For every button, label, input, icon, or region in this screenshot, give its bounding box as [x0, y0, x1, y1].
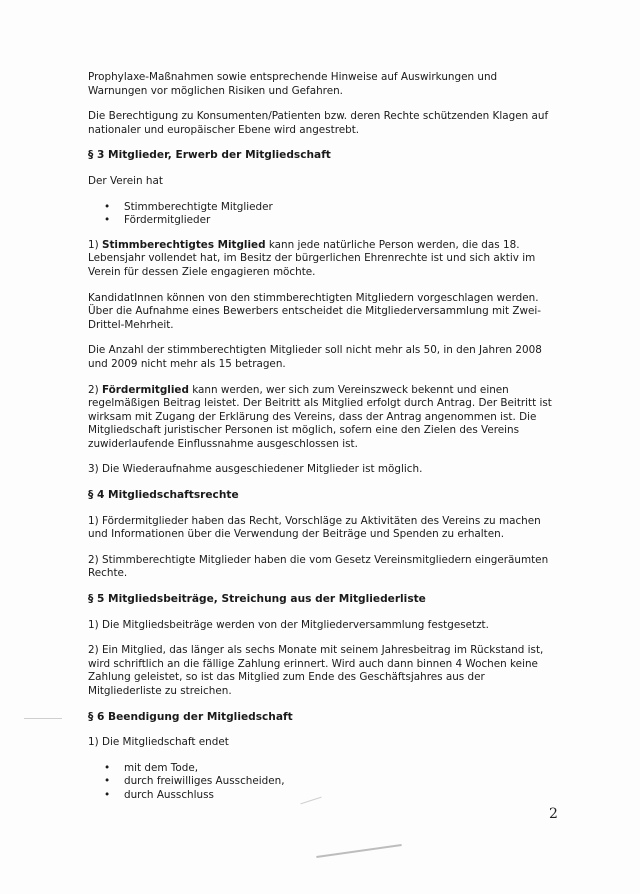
section-4-paragraph-1: 1) Fördermitglieder haben das Recht, Vorschläge zu Aktivitäten des Vereins zu machen und Informationen über die Verwendung der Beiträge und Spenden zu erhalten.	[88, 514, 541, 541]
bold-term: Stimmberechtigtes Mitglied	[101, 238, 266, 251]
section-3-lead: Der Verein hat	[88, 174, 163, 187]
paragraph-number: 1)	[88, 238, 102, 251]
termination-list	[88, 762, 558, 803]
section-3-paragraph-2	[88, 384, 558, 452]
section-3-paragraph-3: 3) Die Wiederaufnahme ausgeschiedener Mitglieder ist möglich.	[88, 463, 423, 476]
scan-mark	[316, 844, 401, 858]
page-number: 2	[549, 806, 558, 822]
section-5-heading: § 5 Mitgliedsbeiträge, Streichung aus der Mitgliederliste	[88, 593, 426, 606]
paragraph-text: kann werden, wer sich zum Vereinszweck bekennt und einen regelmäßigen Beitrag leistet. Der Beitritt als Mitglied erfolgt durch Antrag. Der Beitritt ist wirksam mit Zugang der Erklärung des Vereins, dass der Antrag angenommen ist. Die Mitgliedschaft juristischer Personen ist möglich, sofern eine den Zielen des Vereins zuwiderlaufende Einflussnahme ausgeschlossen ist.	[88, 383, 552, 450]
paragraph-text: kann jede natürliche Person werden, die das 18. Lebensjahr vollendet hat, im Besitz der bürgerlichen Ehrenrechte ist und sich aktiv im Verein für dessen Ziele engagieren möchte.	[88, 238, 536, 278]
section-4-paragraph-2: 2) Stimmberechtigte Mitglieder haben die vom Gesetz Vereinsmitgliedern eingeräumten Rechte.	[88, 553, 549, 580]
section-3-count-paragraph: Die Anzahl der stimmberechtigten Mitglieder soll nicht mehr als 50, in den Jahren 2008 und 2009 nicht mehr als 15 betragen.	[88, 344, 542, 370]
paragraph-number: 2)	[88, 383, 102, 396]
list-item: • durch Ausschluss	[124, 789, 558, 803]
section-6-paragraph-1: 1) Die Mitgliedschaft endet	[88, 736, 229, 749]
member-types-list	[88, 201, 558, 228]
list-item: • durch freiwilliges Ausscheiden,	[124, 775, 558, 789]
document-body	[88, 71, 558, 814]
list-item: • Stimmberechtigte Mitglieder	[124, 201, 558, 215]
intro-paragraph-2: Die Berechtigung zu Konsumenten/Patienten bzw. deren Rechte schützenden Klagen auf nationaler und europäischer Ebene wird angestrebt.	[88, 110, 549, 136]
section-6-heading: § 6 Beendigung der Mitgliedschaft	[88, 710, 293, 723]
scan-mark	[24, 718, 62, 719]
list-item: • mit dem Tode,	[124, 762, 558, 776]
section-5-paragraph-2: 2) Ein Mitglied, das länger als sechs Monate mit seinem Jahresbeitrag im Rückstand ist, wird schriftlich an die fällige Zahlung erinnert. Wird auch dann binnen 4 Wochen keine Zahlung geleistet, so ist das Mitglied zum Ende des Geschäftsjahres aus der Mitgliederliste zu streichen.	[88, 644, 544, 697]
section-4-heading: § 4 Mitgliedschaftsrechte	[88, 489, 239, 502]
section-3-heading: § 3 Mitglieder, Erwerb der Mitgliedschaft	[88, 149, 331, 162]
section-3-paragraph-1	[88, 239, 558, 280]
section-5-paragraph-1: 1) Die Mitgliedsbeiträge werden von der Mitgliederversammlung festgesetzt.	[88, 618, 489, 631]
intro-paragraph-1: Prophylaxe-Maßnahmen sowie entsprechende Hinweise auf Auswirkungen und Warnungen vor möglichen Risiken und Gefahren.	[88, 71, 498, 97]
bold-term: Fördermitglied	[101, 383, 189, 396]
section-3-candidates-paragraph: KandidatInnen können von den stimmberechtigten Mitgliedern vorgeschlagen werden. Über die Aufnahme eines Bewerbers entscheidet die Mitgliederversammlung mit Zwei-Drittel-Mehrheit.	[88, 291, 542, 331]
list-item: • Fördermitglieder	[124, 214, 558, 228]
